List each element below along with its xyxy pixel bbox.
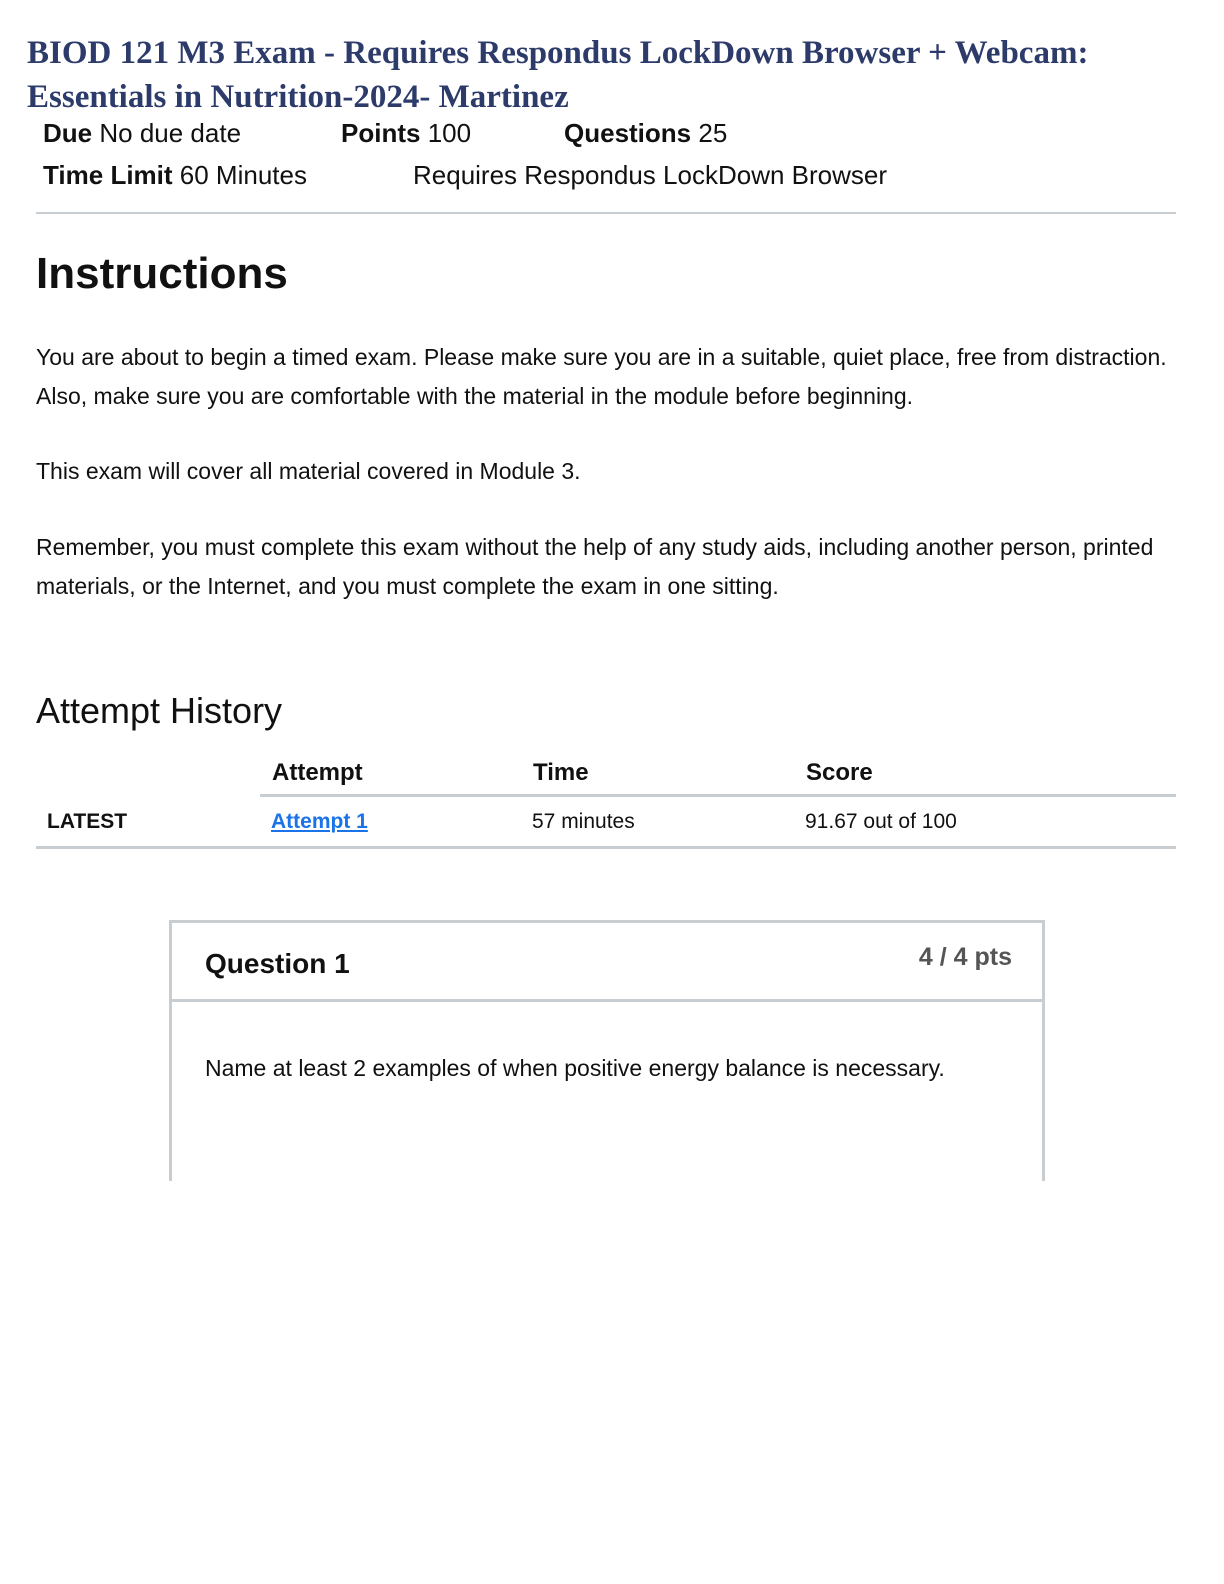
column-header-time: Time (533, 759, 589, 786)
attempt-score: 91.67 out of 100 (805, 810, 957, 833)
exam-title: BIOD 121 M3 Exam - Requires Respondus LockDown Browser + Webcam: Essentials in Nutrition-2024- Martinez (27, 35, 1089, 115)
time-limit-label: Time Limit (43, 160, 173, 190)
question-points: 4 / 4 pts (918, 943, 1012, 971)
header-divider (36, 212, 1176, 214)
due-label: Due (43, 118, 93, 148)
points-info (341, 116, 471, 150)
attempt-time: 57 minutes (532, 810, 635, 833)
points-value: 100 (427, 118, 472, 148)
time-limit-value: 60 Minutes (179, 160, 307, 190)
attempt-1-link[interactable]: Attempt 1 (271, 810, 368, 833)
time-limit-info (43, 158, 307, 192)
question-title: Question 1 (205, 948, 350, 979)
question-text: Name at least 2 examples of when positive energy balance is necessary. (205, 1055, 945, 1081)
questions-info (564, 116, 727, 150)
lockdown-note: Requires Respondus LockDown Browser (413, 160, 888, 190)
instructions-heading: Instructions (36, 249, 288, 298)
question-header (172, 923, 1042, 1002)
questions-label: Questions (564, 118, 692, 148)
due-info (43, 116, 241, 150)
question-card (169, 920, 1045, 1181)
due-value: No due date (99, 118, 242, 148)
instructions-paragraph-1: You are about to begin a timed exam. Please make sure you are in a suitable, quiet place, free from distraction. Also, make sure you are comfortable with the material in the module before beginning. (36, 344, 1167, 409)
attempt-history-heading: Attempt History (36, 690, 283, 731)
points-label: Points (341, 118, 421, 148)
latest-badge: LATEST (47, 810, 128, 833)
instructions-paragraph-2: This exam will cover all material covered in Module 3. (36, 458, 581, 484)
table-row-divider (36, 846, 1176, 849)
questions-value: 25 (698, 118, 728, 148)
column-header-score: Score (806, 759, 873, 786)
instructions-paragraph-3: Remember, you must complete this exam without the help of any study aids, including another person, printed materials, or the Internet, and you must complete the exam in one sitting. (36, 534, 1154, 599)
table-header-divider (260, 794, 1176, 797)
column-header-attempt: Attempt (272, 759, 363, 786)
